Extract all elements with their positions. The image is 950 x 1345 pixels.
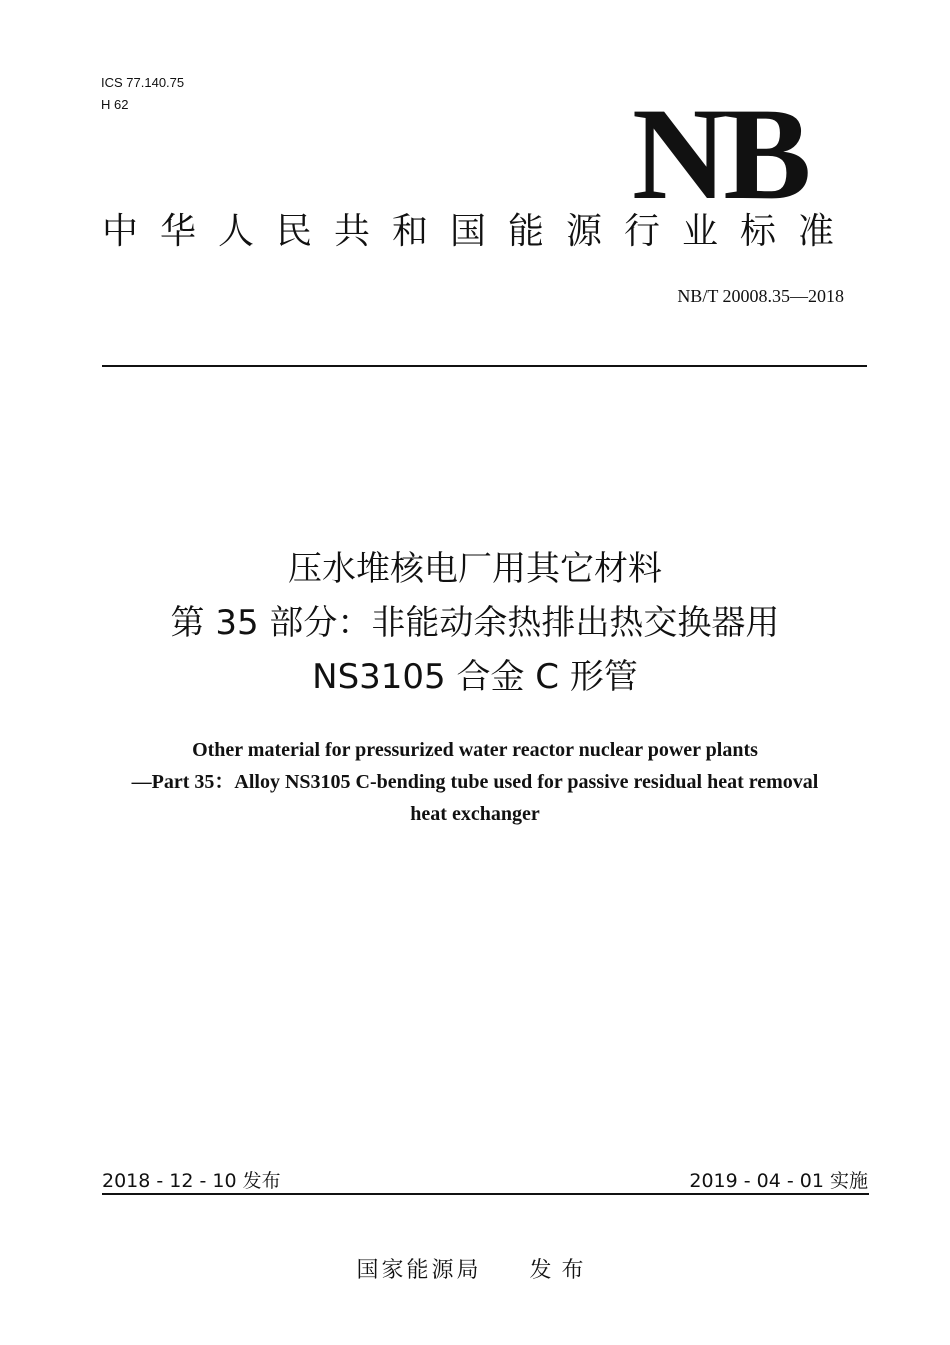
- chinese-title-line-1: 压水堆核电厂用其它材料: [288, 549, 662, 589]
- ics-code: ICS 77.140.75: [101, 75, 185, 90]
- publisher-action: 发布: [529, 1258, 594, 1283]
- publisher-organization: 国家能源局: [356, 1258, 482, 1283]
- english-title-line-1: Other material for pressurized water reactor nuclear power plants: [192, 739, 758, 761]
- chinese-title-line-2: 第 35 部分：非能动余热排出热交换器用: [170, 603, 780, 643]
- chinese-title-line-3: NS3105 合金 C 形管: [312, 657, 638, 697]
- english-title-line-2: —Part 35：Alloy NS3105 C-bending tube used for passive residual heat removal: [131, 771, 819, 793]
- chinese-title: [0, 542, 950, 704]
- english-title: [0, 734, 950, 830]
- header-divider: [102, 365, 867, 367]
- publisher-line: [0, 1253, 950, 1284]
- english-title-line-3: heat exchanger: [410, 803, 540, 825]
- implementation-date: 2019 - 04 - 01 实施: [689, 1170, 868, 1192]
- footer-divider: [102, 1193, 869, 1195]
- standard-title: 中华人民共和国能源行业标准: [102, 211, 857, 252]
- nb-logo: NB: [632, 80, 808, 227]
- classification-block: [101, 72, 184, 116]
- ccs-code: H 62: [101, 97, 129, 112]
- issue-date: 2018 - 12 - 10 发布: [102, 1170, 281, 1192]
- standard-number: NB/T 20008.35—2018: [677, 286, 844, 306]
